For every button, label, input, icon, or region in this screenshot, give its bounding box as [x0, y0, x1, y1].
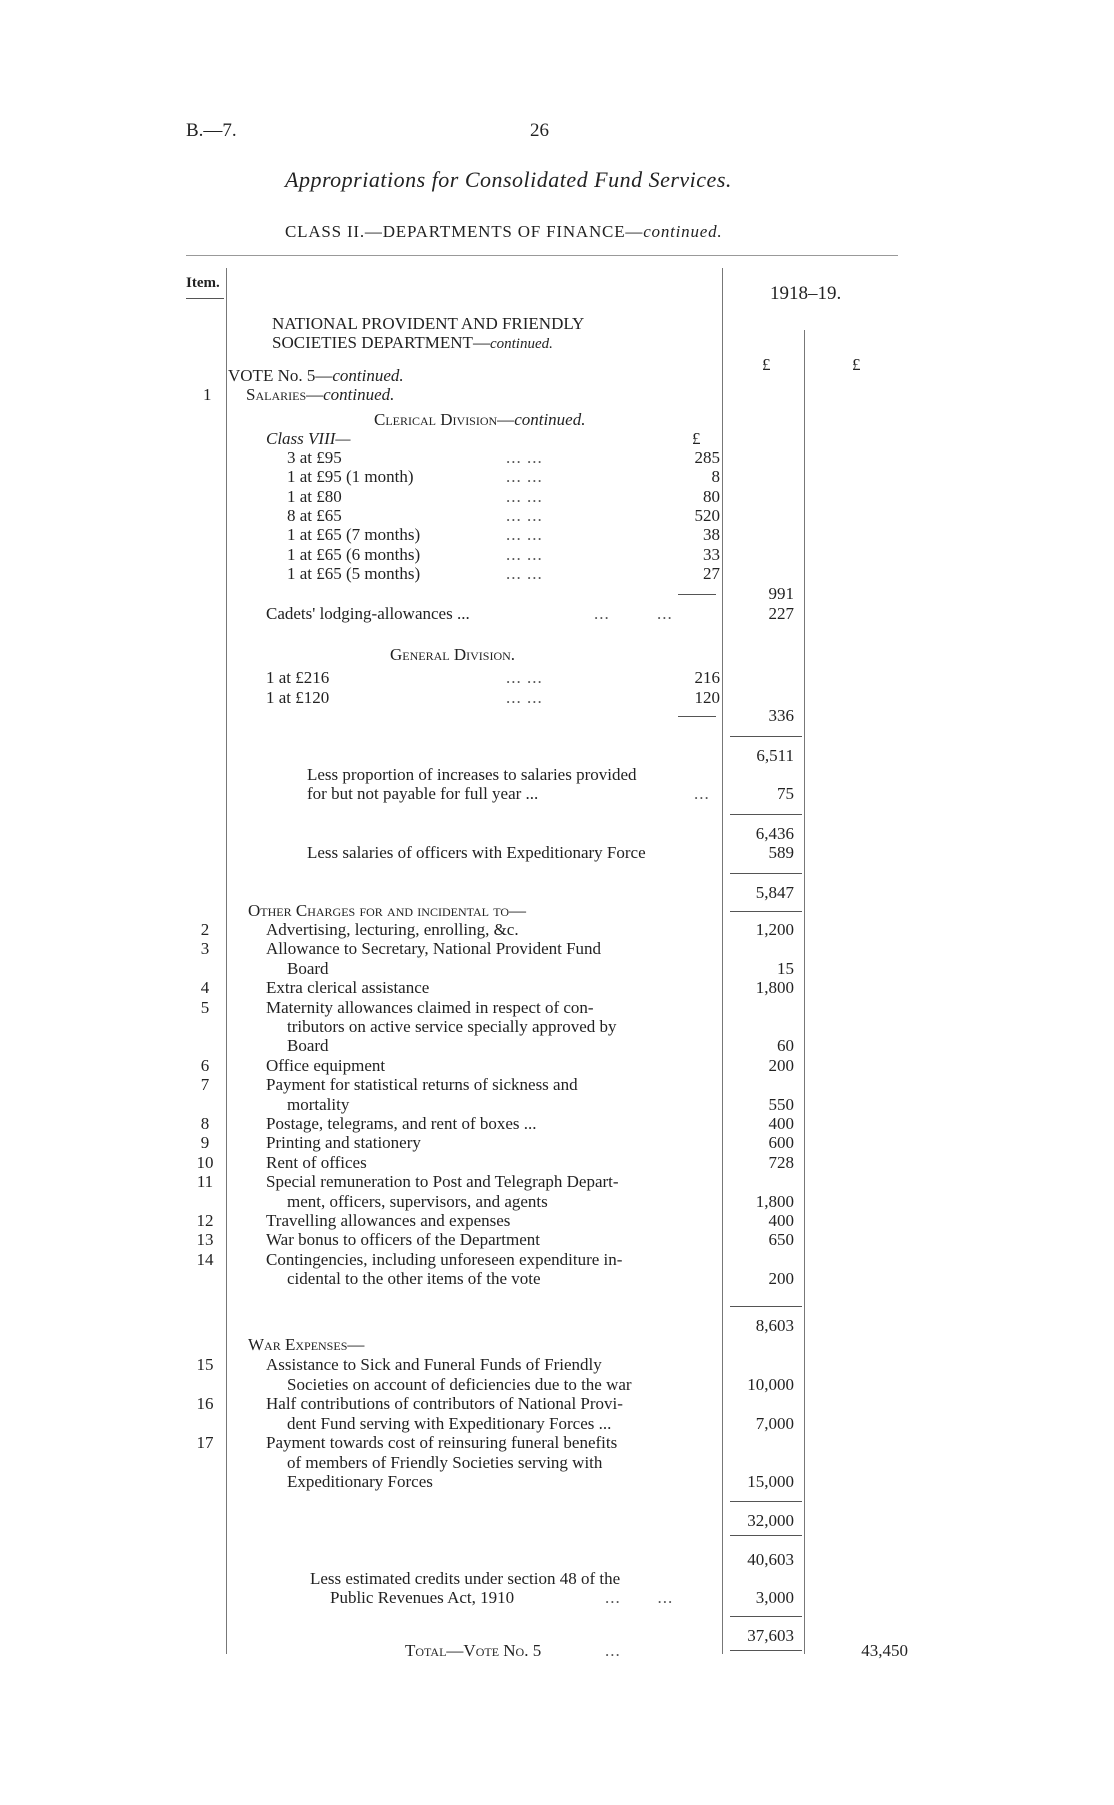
clerical-row-desc: 1 at £80 — [287, 486, 342, 506]
leader-dots: ... ... — [506, 563, 543, 583]
war-total-rule-bottom — [730, 1535, 802, 1536]
item-number: 12 — [196, 1211, 214, 1230]
item-description-line: Allowance to Secretary, National Provident Fund — [266, 939, 602, 959]
item-number: 14 — [196, 1249, 214, 1269]
subtotal-2: 6,436 — [755, 824, 794, 843]
general-row-desc: 1 at £216 — [266, 668, 330, 687]
clerical-row-desc: 8 at £65 — [287, 505, 342, 525]
less-proportion-amount: 75 — [777, 784, 794, 803]
subtotal-rule-1 — [730, 736, 802, 737]
less-credits-amount: 3,000 — [755, 1588, 794, 1607]
item-description-line: Board — [287, 958, 329, 978]
item-number: 17 — [196, 1433, 214, 1452]
item-description-line: Travelling allowances and expenses — [266, 1211, 511, 1230]
item-number: 2 — [200, 920, 210, 939]
leader-dots: ... ... — [506, 505, 543, 525]
leader-dots: ... ... — [506, 467, 543, 487]
item-number: 6 — [200, 1055, 210, 1075]
war-total-rule-top — [730, 1501, 802, 1502]
item-amount: 60 — [777, 1036, 794, 1056]
item-description-line: Extra clerical assistance — [266, 978, 430, 998]
department-heading-line1: NATIONAL PROVIDENT AND FRIENDLY — [272, 314, 585, 333]
pound-sign-inner: £ — [692, 429, 701, 448]
item-number: 13 — [196, 1230, 214, 1250]
item-description-line: Printing and stationery — [266, 1133, 421, 1153]
item-description-line: mortality — [287, 1094, 350, 1114]
less-credits-dots: ... ... — [605, 1588, 674, 1607]
net-total-rule — [730, 1616, 802, 1617]
item-description-line: Maternity allowances claimed in respect of con- — [266, 997, 594, 1017]
item-column-divider — [226, 268, 227, 1654]
class-viii-label: Class VIII— — [266, 429, 351, 448]
item-description-line: Societies on account of deficiencies due to the war — [287, 1374, 632, 1394]
less-expeditionary-amount: 589 — [768, 843, 794, 862]
clerical-row-amount: 27 — [703, 563, 720, 583]
item-number: 9 — [200, 1133, 210, 1153]
subtotal-4: 40,603 — [747, 1550, 794, 1569]
other-charges-rule — [730, 911, 802, 912]
subtotal-3: 5,847 — [755, 883, 794, 902]
item-description-line: Advertising, lecturing, enrolling, &c. — [266, 920, 519, 939]
year-column-header: 1918–19. — [770, 283, 842, 304]
item-amount: 600 — [768, 1133, 794, 1153]
leader-dots: ... ... — [506, 544, 543, 564]
item-amount: 400 — [768, 1211, 794, 1230]
grand-total-amount: 43,450 — [861, 1641, 908, 1660]
item-amount: 15 — [777, 958, 794, 978]
clerical-row-amount: 80 — [703, 486, 720, 506]
leader-dots: ... ... — [506, 525, 543, 545]
clerical-total-rule — [678, 594, 716, 595]
clerical-row-desc: 1 at £65 (5 months) — [287, 563, 421, 583]
war-expenses-total: 32,000 — [747, 1511, 794, 1530]
item-description-line: Half contributions of contributors of National Provi- — [266, 1394, 623, 1413]
item-number: 8 — [200, 1114, 210, 1133]
item-description-line: Expeditionary Forces — [287, 1472, 433, 1491]
item-number: 4 — [200, 978, 210, 998]
grand-total-label: Total—Vote No. 5 — [405, 1641, 542, 1660]
clerical-row-desc: 1 at £65 (7 months) — [287, 525, 421, 545]
other-charges-total-rule — [730, 1306, 802, 1307]
item-number: 7 — [200, 1075, 210, 1095]
item-amount: 550 — [768, 1094, 794, 1114]
header-rule — [186, 255, 898, 256]
item-description-line: Rent of offices — [266, 1152, 367, 1172]
less-proportion-line1: Less proportion of increases to salaries provided — [307, 765, 637, 784]
general-total: 336 — [768, 706, 794, 725]
less-expeditionary-label: Less salaries of officers with Expeditionary Force — [307, 843, 646, 862]
item-header-rule — [186, 298, 224, 299]
item-number: 5 — [200, 997, 210, 1017]
general-row-amount: 120 — [694, 687, 720, 707]
item-description-line: dent Fund serving with Expeditionary Forces ... — [287, 1413, 612, 1433]
subtotal-rule-3 — [730, 873, 802, 874]
item-description-line: Postage, telegrams, and rent of boxes ... — [266, 1114, 537, 1133]
leader-dots: ... ... — [506, 486, 543, 506]
clerical-row-amount: 38 — [703, 525, 720, 545]
item-description-line: Payment for statistical returns of sickness and — [266, 1075, 578, 1095]
item-amount: 15,000 — [747, 1472, 794, 1491]
total-column-divider — [804, 330, 805, 1654]
item-number: 3 — [200, 939, 210, 959]
leader-dots: ... ... — [506, 687, 543, 707]
net-total: 37,603 — [747, 1626, 794, 1645]
pound-sign-col1: £ — [762, 355, 771, 374]
item-column-header: Item. — [186, 275, 220, 291]
general-row-amount: 216 — [694, 668, 720, 687]
cadets-label: Cadets' lodging-allowances ... — [266, 604, 470, 623]
item-description-line: tributors on active service specially approved by — [287, 1017, 617, 1036]
leader-dots: ... ... — [506, 668, 543, 687]
item-description-line: Special remuneration to Post and Telegraph Depart- — [266, 1172, 619, 1192]
clerical-row-amount: 285 — [694, 448, 720, 467]
item-description-line: Assistance to Sick and Funeral Funds of Friendly — [266, 1355, 602, 1374]
page-number: 26 — [530, 120, 549, 141]
pound-sign-col2: £ — [852, 355, 861, 374]
vote-heading: VOTE No. 5—continued. — [228, 366, 404, 385]
class-heading: CLASS II.—DEPARTMENTS OF FINANCE—continued. — [285, 222, 723, 241]
item-number: 15 — [196, 1355, 214, 1374]
item-amount: 400 — [768, 1114, 794, 1133]
clerical-row-amount: 33 — [703, 544, 720, 564]
item-description-line: War bonus to officers of the Department — [266, 1230, 541, 1250]
item-amount: 10,000 — [747, 1374, 794, 1394]
other-charges-total: 8,603 — [755, 1316, 794, 1335]
leader-dots: ... ... — [506, 448, 543, 467]
item-amount: 1,800 — [755, 978, 794, 998]
general-total-rule — [678, 716, 716, 717]
subtotal-rule-2 — [730, 814, 802, 815]
clerical-row-desc: 1 at £95 (1 month) — [287, 467, 414, 487]
amount-column-divider — [722, 268, 723, 1654]
less-credits-line2: Public Revenues Act, 1910 — [330, 1588, 515, 1607]
clerical-total: 991 — [768, 584, 794, 603]
item-number: 16 — [196, 1394, 214, 1413]
item-description-line: ment, officers, supervisors, and agents — [287, 1191, 548, 1211]
general-division-heading: General Division. — [390, 645, 516, 664]
series-number: B.—7. — [186, 120, 237, 141]
item-amount: 650 — [768, 1230, 794, 1250]
item-amount: 7,000 — [755, 1413, 794, 1433]
clerical-row-desc: 3 at £95 — [287, 448, 342, 467]
clerical-division-heading: Clerical Division—continued. — [374, 410, 586, 429]
net-total-underline — [730, 1650, 802, 1651]
item-number: 10 — [196, 1152, 214, 1172]
less-proportion-line2: for but not payable for full year ... — [307, 784, 539, 803]
item-number: 11 — [196, 1172, 214, 1192]
department-heading-line2: SOCIETIES DEPARTMENT—continued. — [272, 333, 553, 352]
cadets-leader-dots: ... ... — [594, 604, 673, 623]
subtotal-1: 6,511 — [756, 746, 794, 765]
item-amount: 200 — [768, 1055, 794, 1075]
item-amount: 1,200 — [755, 920, 794, 939]
clerical-row-amount: 520 — [694, 505, 720, 525]
item-description-line: Office equipment — [266, 1055, 386, 1075]
general-row-desc: 1 at £120 — [266, 687, 330, 707]
page-title: Appropriations for Consolidated Fund Services. — [285, 167, 732, 192]
item-amount: 728 — [768, 1152, 794, 1172]
cadets-amount: 227 — [768, 604, 794, 623]
item-description-line: cidental to the other items of the vote — [287, 1269, 541, 1289]
clerical-row-desc: 1 at £65 (6 months) — [287, 544, 421, 564]
war-expenses-heading: War Expenses— — [248, 1335, 365, 1354]
other-charges-heading: Other Charges for and incidental to— — [248, 901, 527, 920]
item-description-line: Board — [287, 1036, 329, 1056]
less-credits-line1: Less estimated credits under section 48 of the — [310, 1569, 621, 1588]
item-amount: 1,800 — [755, 1191, 794, 1211]
item-amount: 200 — [768, 1269, 794, 1289]
less-proportion-dots: ... — [694, 784, 710, 803]
item-number: 1 — [203, 385, 212, 404]
grand-total-dots: ... — [605, 1641, 621, 1660]
clerical-row-amount: 8 — [711, 467, 720, 487]
item-description-line: Contingencies, including unforeseen expenditure in- — [266, 1249, 623, 1269]
item-description-line: Payment towards cost of reinsuring funeral benefits — [266, 1433, 618, 1452]
item-description-line: of members of Friendly Societies serving with — [287, 1452, 603, 1472]
salaries-heading: Salaries—continued. — [246, 385, 395, 404]
